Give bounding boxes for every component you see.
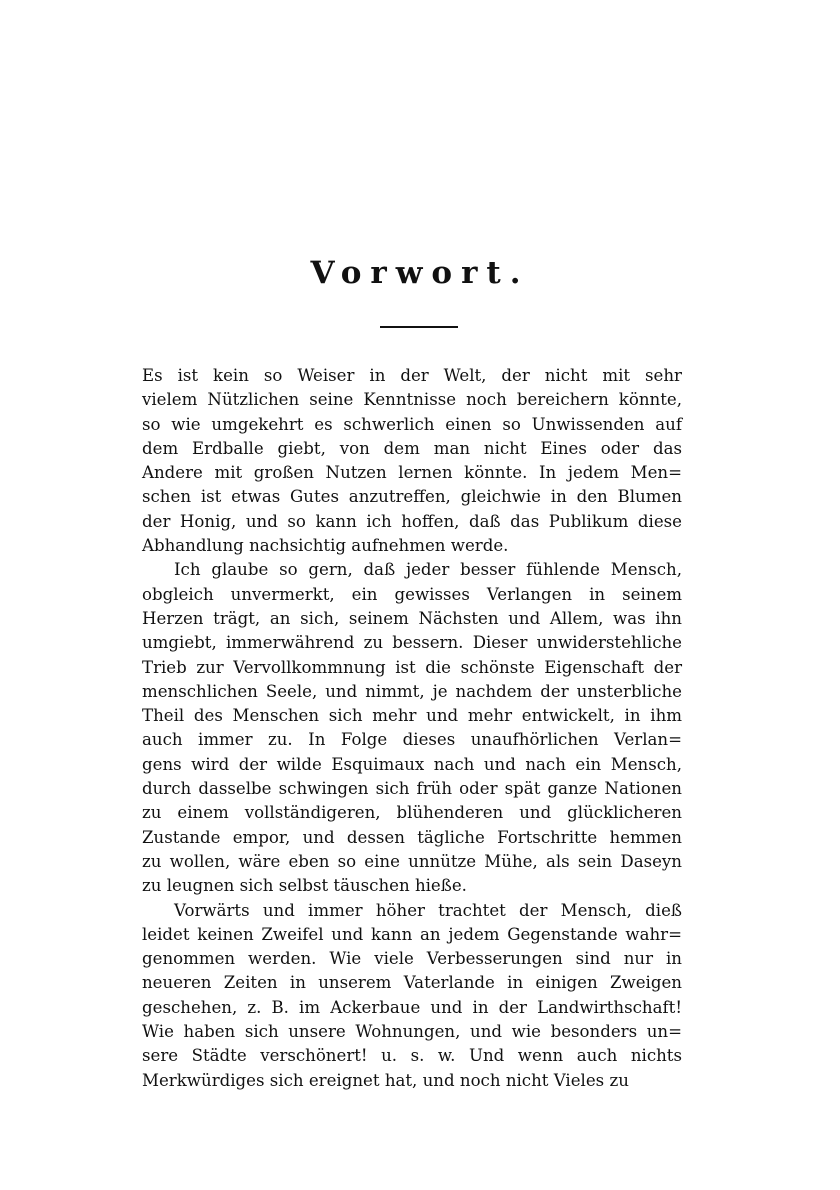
text-line: zu wollen, wäre eben so eine unnütze Mühe, als sein Daseyn [142, 851, 682, 871]
page-heading: Vorwort. [310, 255, 530, 291]
text-line: Herzen trägt, an sich, seinem Nächsten und Allem, was ihn [142, 608, 682, 628]
text-line: so wie umgekehrt es schwerlich einen so Unwissenden auf [142, 414, 682, 434]
text-line: zu leugnen sich selbst täuschen hieße. [142, 876, 467, 896]
text-line: Merkwürdiges sich ereignet hat, und noch nicht Vieles zu [142, 1070, 629, 1090]
text-line: Wie haben sich unsere Wohnungen, und wie besonders un= [142, 1022, 682, 1042]
text-line: dem Erdballe giebt, von dem man nicht Eines oder das [142, 438, 682, 458]
body-text [142, 364, 682, 1093]
text-line: sere Städte verschönert! u. s. w. Und wenn auch nichts [142, 1046, 682, 1066]
text-line: der Honig, und so kann ich hoffen, daß das Publikum diese [142, 511, 682, 531]
text-line: Abhandlung nachsichtig aufnehmen werde. [142, 536, 509, 556]
text-line: Trieb zur Vervollkommnung ist die schönste Eigenschaft der [142, 657, 682, 677]
text-line: menschlichen Seele, und nimmt, je nachdem der unsterbliche [142, 681, 682, 701]
text-line: Vorwärts und immer höher trachtet der Mensch, dieß [174, 900, 682, 920]
text-line: Ich glaube so gern, daß jeder besser fühlende Mensch, [174, 560, 682, 580]
text-line: leidet keinen Zweifel und kann an jedem Gegenstande wahr= [142, 924, 682, 944]
text-line: obgleich unvermerkt, ein gewisses Verlangen in seinem [142, 584, 682, 604]
text-line: vielem Nützlichen seine Kenntnisse noch bereichern könnte, [142, 390, 682, 410]
text-line: durch dasselbe schwingen sich früh oder spät ganze Nationen [142, 779, 682, 799]
text-line: Theil des Menschen sich mehr und mehr entwickelt, in ihm [142, 706, 682, 726]
text-line: neueren Zeiten in unserem Vaterlande in einigen Zweigen [142, 973, 682, 993]
text-line: geschehen, z. B. im Ackerbaue und in der Landwirthschaft! [142, 997, 682, 1017]
text-line: umgiebt, immerwährend zu bessern. Dieser unwiderstehliche [142, 633, 682, 653]
text-line: schen ist etwas Gutes anzutreffen, gleichwie in den Blumen [142, 487, 682, 507]
text-line: Es ist kein so Weiser in der Welt, der nicht mit sehr [142, 366, 682, 385]
text-line: genommen werden. Wie viele Verbesserungen sind nur in [142, 949, 682, 969]
text-line: Zustande empor, und dessen tägliche Fortschritte hemmen [142, 827, 682, 847]
text-line: gens wird der wilde Esquimaux nach und nach ein Mensch, [142, 754, 682, 774]
text-line: auch immer zu. In Folge dieses unaufhörlichen Verlan= [142, 730, 682, 750]
text-line: Andere mit großen Nutzen lernen könnte. In jedem Men= [142, 463, 682, 483]
text-line: zu einem vollständigeren, blühenderen und glücklicheren [142, 803, 682, 823]
heading-rule [380, 326, 458, 328]
